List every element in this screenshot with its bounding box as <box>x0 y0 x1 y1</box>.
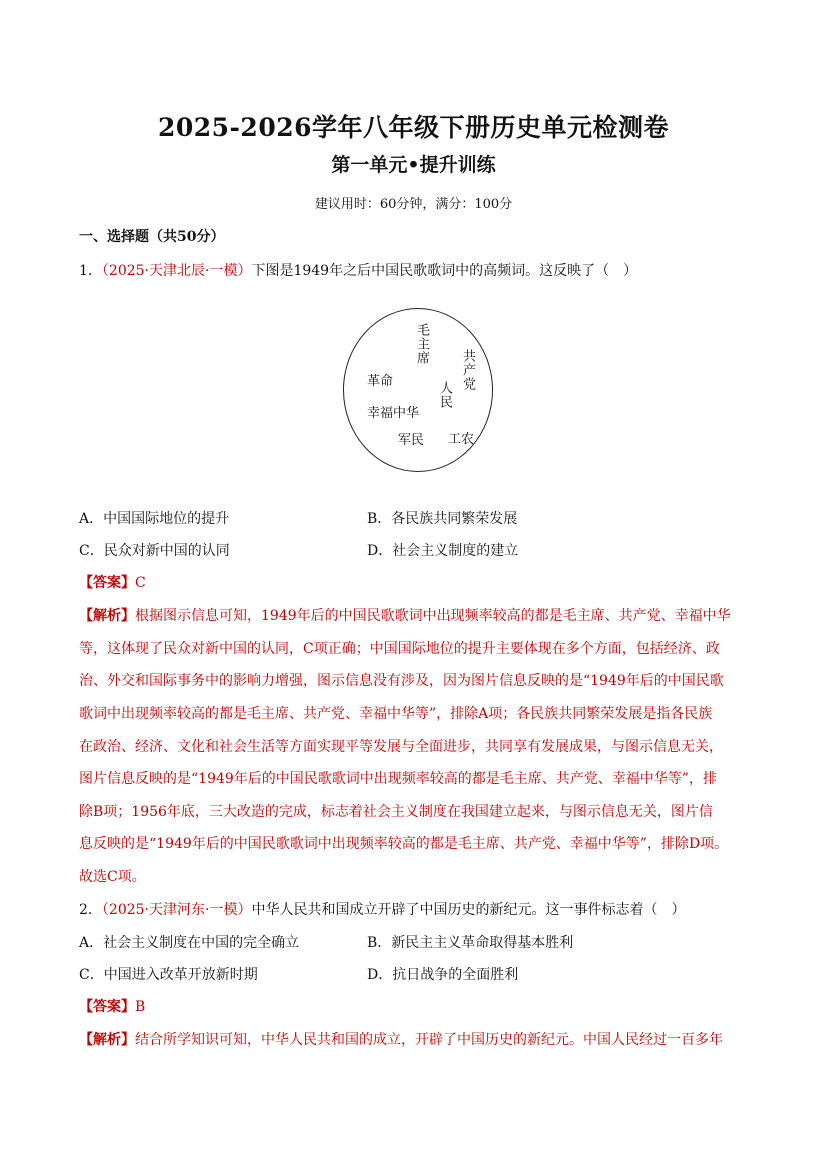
diagram-word-junmin: 军民 <box>398 433 425 448</box>
diagram-word-gcd: 共产党 <box>460 349 475 391</box>
option-b: B．新民主主义革命取得基本胜利 <box>367 935 574 951</box>
option-d: D．社会主义制度的建立 <box>367 543 519 559</box>
option-b: B．各民族共同繁荣发展 <box>367 511 518 527</box>
option-d: D．抗日战争的全面胜利 <box>367 967 519 983</box>
analysis-line: 歌词中出现频率较高的都是毛主席、共产党、幸福中华等”，排除A项；各民族共同繁荣发展是指各民族 <box>79 706 713 722</box>
page-subtitle: 第一单元•提升训练 <box>331 154 496 176</box>
option-c: C．民众对新中国的认同 <box>79 543 230 559</box>
diagram-word-geming: 革命 <box>367 374 394 389</box>
analysis-label: 【解析】 <box>79 1032 135 1048</box>
analysis-label: 【解析】 <box>79 608 135 624</box>
diagram-word-mao: 毛主席 <box>414 323 429 365</box>
option-a: A．中国国际地位的提升 <box>79 511 230 527</box>
analysis-line: 【解析】根据图示信息可知，1949年后的中国民歌歌词中出现频率较高的都是毛主席、共产党、幸福中华 <box>79 608 731 624</box>
advice-text: 建议用时：60分钟，满分：100分 <box>314 197 513 212</box>
option-c: C．中国进入改革开放新时期 <box>79 967 258 983</box>
analysis-line: 故选C项。 <box>79 869 146 885</box>
analysis-line: 【解析】结合所学知识可知，中华人民共和国的成立，开辟了中国历史的新纪元。中国人民经过一百多年 <box>79 1032 723 1048</box>
diagram-word-xingfu: 幸福中华 <box>367 406 420 421</box>
question-source: （2025·天津河东·一模） <box>101 902 252 918</box>
diagram-word-renmin: 人民 <box>437 381 452 409</box>
high-frequency-words-diagram <box>343 308 493 472</box>
analysis-line: 在政治、经济、文化和社会生活等方面实现平等发展与全面进步，共同享有发展成果，与图示信息无关， <box>79 739 723 755</box>
question-number: 1． <box>79 263 102 279</box>
question-1 <box>79 260 637 280</box>
question-source: （2025·天津北辰·一模） <box>101 263 252 279</box>
answer-label: 【答案】 <box>79 999 135 1015</box>
analysis-line: 除B项；1956年底，三大改造的完成，标志着社会主义制度在我国建立起来，与图示信息无关，图片信 <box>79 804 713 820</box>
analysis-line: 图片信息反映的是“1949年后的中国民歌歌词中出现频率较高的都是毛主席、共产党、幸福中华等”，排 <box>79 771 717 787</box>
answer-value: C <box>135 575 146 591</box>
analysis-line: 治、外交和国际事务中的影响力增强，图示信息没有涉及，因为图片信息反映的是“1949年后的中国民歌 <box>79 673 724 689</box>
section-heading: 一、选择题（共50分） <box>79 229 225 245</box>
question-number: 2． <box>79 902 102 918</box>
answer-label: 【答案】 <box>79 575 135 591</box>
question-text: 中华人民共和国成立开辟了中国历史的新纪元。这一事件标志着（ ） <box>251 902 686 918</box>
answer-value: B <box>135 999 146 1015</box>
option-a: A．社会主义制度在中国的完全确立 <box>79 935 300 951</box>
answer <box>79 996 145 1016</box>
answer <box>79 572 146 592</box>
analysis-line: 等，这体现了民众对新中国的认同，C项正确；中国国际地位的提升主要体现在多个方面，包括经济、政 <box>79 641 720 657</box>
page-title: 2025-2026学年八年级下册历史单元检测卷 <box>157 113 670 142</box>
question-2 <box>79 899 685 919</box>
analysis-line: 息反映的是“1949年后的中国民歌歌词中出现频率较高的都是毛主席、共产党、幸福中华等”，排除D项。 <box>79 836 729 852</box>
diagram-word-gongnong: 工农 <box>448 432 475 447</box>
question-text: 下图是1949年之后中国民歌歌词中的高频词。这反映了（ ） <box>251 263 638 279</box>
